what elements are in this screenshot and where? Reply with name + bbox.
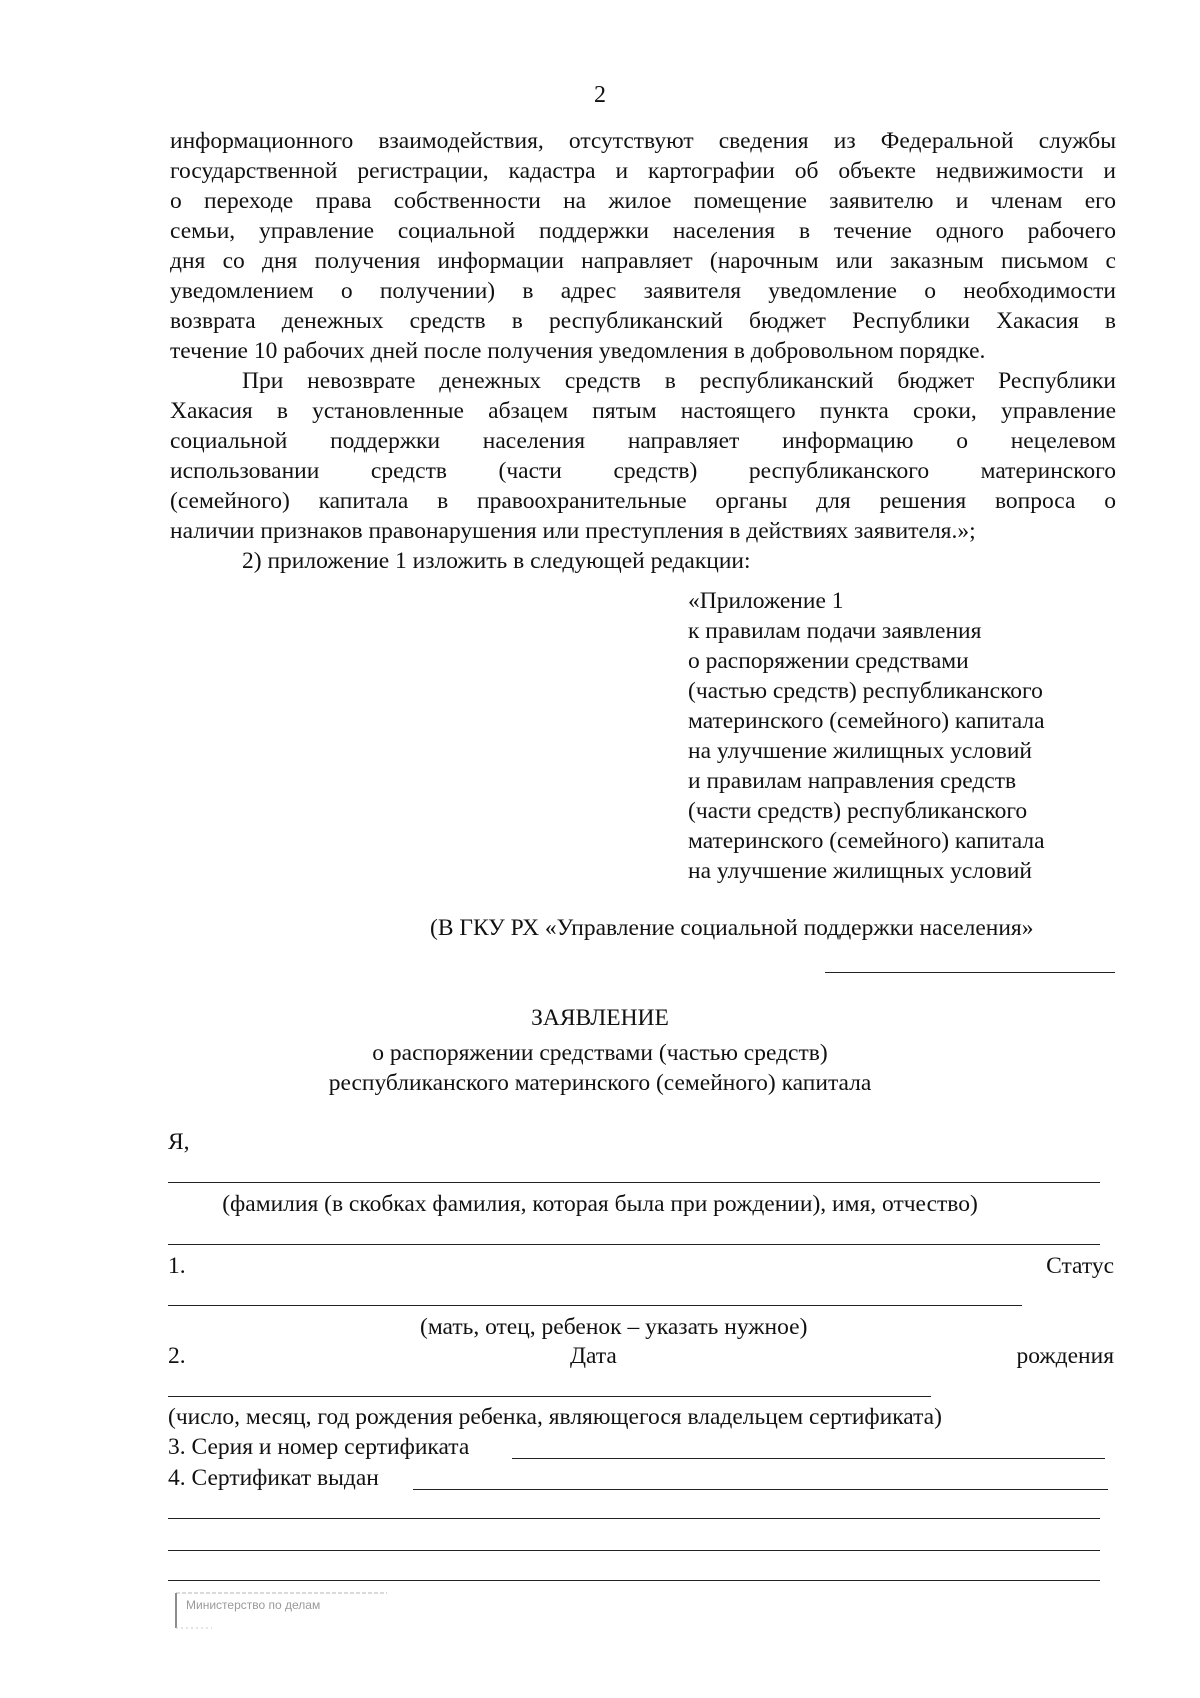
certificate-issuer-field-line[interactable]	[168, 1518, 1100, 1519]
certificate-issuer-field[interactable]	[413, 1489, 1108, 1490]
body-line: возврата денежных средств в республиканский бюджет Республики Хакасия в	[170, 308, 1116, 334]
appendix-line: материнского (семейного) капитала	[688, 828, 1045, 854]
appendix-line: на улучшение жилищных условий	[688, 738, 1032, 764]
appendix-header	[688, 586, 1045, 886]
appendix-line: о распоряжении средствами	[688, 648, 969, 674]
appendix-line: (частью средств) республиканского	[688, 678, 1043, 704]
status-label: Статус	[1046, 1253, 1114, 1279]
body-line: При невозврате денежных средств в республиканский бюджет Республики	[242, 368, 1116, 394]
certificate-number-label: 3. Серия и номер сертификата	[168, 1434, 470, 1460]
body-line: уведомлением о получении) в адрес заявителя уведомление о необходимости	[170, 278, 1116, 304]
form-subtitle: о распоряжении средствами (частью средств)	[372, 1040, 828, 1066]
status-field[interactable]	[168, 1305, 1022, 1306]
body-line: семьи, управление социальной поддержки населения в течение одного рабочего	[170, 218, 1116, 244]
fio-hint: (фамилия (в скобках фамилия, которая была при рождении), имя, отчество)	[222, 1191, 978, 1217]
birthdate-hint: (число, месяц, год рождения ребенка, являющегося владельцем сертификата)	[168, 1404, 942, 1430]
body-paragraphs	[170, 126, 1116, 576]
date-label: Дата	[570, 1343, 617, 1369]
form-title: ЗАЯВЛЕНИЕ	[531, 1005, 669, 1031]
certificate-issuer-label: 4. Сертификат выдан	[168, 1465, 379, 1491]
body-line: 2) приложение 1 изложить в следующей редакции:	[242, 548, 751, 574]
body-line: о переходе права собственности на жилое помещение заявителю и членам его	[170, 188, 1116, 214]
applicant-label: Я,	[168, 1129, 190, 1155]
body-line: дня со дня получения информации направляет (нарочным или заказным письмом с	[170, 248, 1116, 274]
birth-label: рождения	[1016, 1343, 1114, 1369]
body-line: информационного взаимодействия, отсутствуют сведения из Федеральной службы	[170, 128, 1116, 154]
status-hint: (мать, отец, ребенок – указать нужное)	[420, 1314, 808, 1340]
body-line: государственной регистрации, кадастра и картографии об объекте недвижимости и	[170, 158, 1116, 184]
certificate-issuer-field-line[interactable]	[168, 1580, 1100, 1581]
fio-field[interactable]	[168, 1182, 1100, 1183]
appendix-line: и правилам направления средств	[688, 768, 1017, 794]
body-line: Хакасия в установленные абзацем пятым настоящего пункта сроки, управление	[170, 398, 1116, 424]
form-subtitle: республиканского материнского (семейного) капитала	[328, 1070, 872, 1096]
addressee: (В ГКУ РХ «Управление социальной поддержки населения»	[430, 915, 1034, 941]
body-line: течение 10 рабочих дней после получения уведомления в добровольном порядке.	[170, 338, 986, 364]
certificate-issuer-field-line[interactable]	[168, 1550, 1100, 1551]
addressee-underline	[825, 972, 1115, 973]
stamp-text: Министерство по делам	[186, 1598, 321, 1612]
body-line: наличии признаков правонарушения или преступления в действиях заявителя.»;	[170, 518, 976, 544]
fio-continuation-field[interactable]	[168, 1244, 1100, 1245]
body-line: использовании средств (части средств) республиканского материнского	[170, 458, 1116, 484]
item2-number: 2.	[168, 1343, 186, 1369]
registration-stamp	[172, 1590, 397, 1632]
body-line: (семейного) капитала в правоохранительные органы для решения вопроса о	[170, 488, 1116, 514]
birthdate-field[interactable]	[168, 1396, 931, 1397]
appendix-line: материнского (семейного) капитала	[688, 708, 1045, 734]
appendix-line: к правилам подачи заявления	[688, 618, 982, 644]
appendix-line: на улучшение жилищных условий	[688, 858, 1032, 884]
certificate-number-field[interactable]	[512, 1458, 1105, 1459]
item1-number: 1.	[168, 1253, 186, 1279]
appendix-line: (части средств) республиканского	[688, 798, 1028, 824]
appendix-line: «Приложение 1	[688, 588, 844, 614]
body-line: социальной поддержки населения направляет информацию о нецелевом	[170, 428, 1116, 454]
page-number: 2	[594, 82, 606, 108]
